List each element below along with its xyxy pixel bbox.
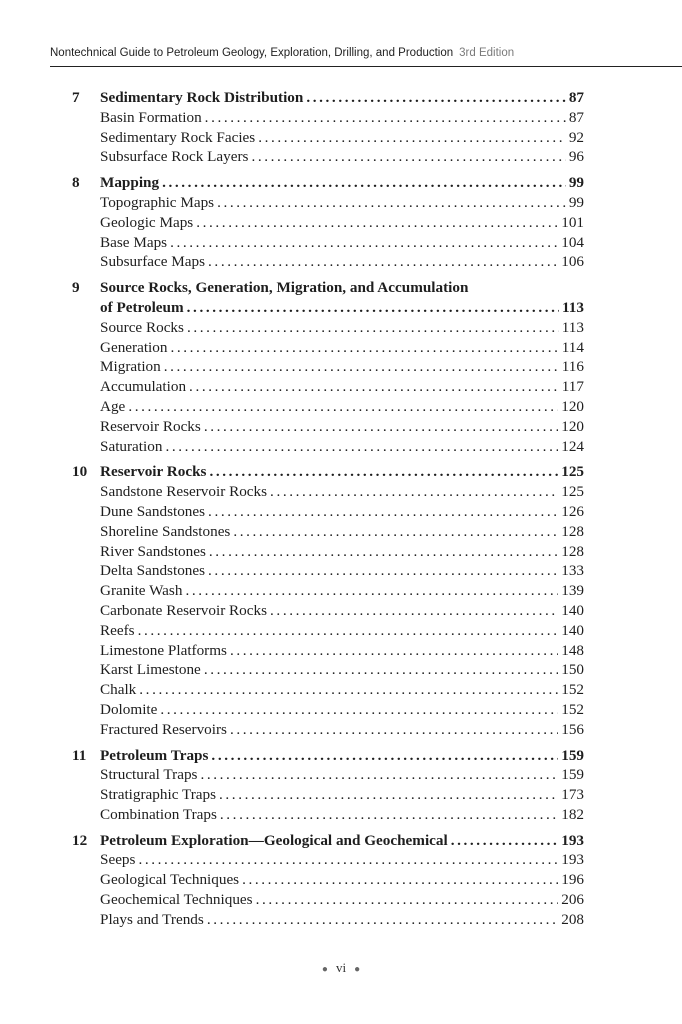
page-number: 124 — [561, 437, 584, 455]
section-entry[interactable] — [0, 581, 682, 601]
chapter-heading[interactable] — [0, 88, 682, 108]
bullet-icon: ● — [354, 963, 361, 975]
section-entry[interactable] — [0, 338, 682, 358]
chapter-number: 8 — [72, 174, 80, 192]
page-number: 159 — [561, 766, 584, 784]
dot-leader — [162, 173, 566, 193]
dot-leader — [204, 417, 558, 437]
section-title: Stratigraphic Traps — [100, 786, 217, 804]
page-number: 120 — [561, 397, 584, 415]
dot-leader — [187, 318, 559, 338]
toc-entry — [100, 437, 584, 457]
dot-leader — [170, 338, 558, 358]
page-number: 120 — [561, 417, 584, 435]
chapter-title: Reservoir Rocks — [100, 463, 207, 481]
toc-entry — [100, 193, 584, 213]
page-number: 113 — [561, 318, 584, 336]
section-entry[interactable] — [0, 522, 682, 542]
section-title: River Sandstones — [100, 542, 206, 560]
section-title: Source Rocks — [100, 318, 184, 336]
page-number: 133 — [561, 562, 584, 580]
toc-entry — [100, 108, 584, 128]
dot-leader — [208, 502, 558, 522]
toc-entry — [100, 298, 584, 318]
section-title: Plays and Trends — [100, 910, 204, 928]
page-number: 87 — [568, 108, 584, 126]
section-entry[interactable] — [0, 641, 682, 661]
dot-leader — [205, 108, 566, 128]
dot-leader — [196, 213, 558, 233]
page-number: vi — [335, 960, 347, 975]
section-title: Dolomite — [100, 700, 158, 718]
toc-entry — [100, 522, 584, 542]
section-title: Subsurface Maps — [100, 253, 206, 271]
running-header — [50, 47, 682, 67]
dot-leader — [306, 88, 565, 108]
chapter-block — [0, 278, 682, 456]
dot-leader — [164, 357, 559, 377]
section-title: Delta Sandstones — [100, 562, 206, 580]
page-number: 206 — [561, 891, 584, 909]
section-entry[interactable] — [0, 621, 682, 641]
page-number: 156 — [561, 720, 584, 738]
chapter-heading[interactable] — [0, 298, 682, 318]
section-entry[interactable] — [0, 601, 682, 621]
toc-entry — [100, 680, 584, 700]
toc-entry — [100, 213, 584, 233]
page-number: 152 — [561, 681, 584, 699]
section-title: Migration — [100, 358, 161, 376]
dot-leader — [258, 128, 566, 148]
section-title: Subsurface Rock Layers — [100, 148, 249, 166]
section-entry[interactable] — [0, 318, 682, 338]
section-entry[interactable] — [0, 482, 682, 502]
dot-leader — [160, 700, 558, 720]
section-title: Base Maps — [100, 233, 168, 251]
section-title: Geochemical Techniques — [100, 891, 253, 909]
toc-entry — [100, 805, 584, 825]
dot-leader — [209, 462, 558, 482]
toc-entry — [100, 542, 584, 562]
section-entry[interactable] — [0, 910, 682, 930]
page-number: 125 — [561, 463, 584, 481]
section-title: Shoreline Sandstones — [100, 522, 231, 540]
toc-entry — [100, 720, 584, 740]
page-number: 104 — [561, 233, 584, 251]
dot-leader — [230, 641, 558, 661]
section-title: Fractured Reservoirs — [100, 720, 227, 738]
toc-entry — [100, 641, 584, 661]
section-entry[interactable] — [0, 805, 682, 825]
dot-leader — [209, 542, 558, 562]
page-number: 193 — [561, 831, 584, 849]
chapter-title: Petroleum Traps — [100, 746, 209, 764]
section-title: Age — [100, 397, 126, 415]
dot-leader — [204, 660, 558, 680]
toc-entry — [100, 278, 584, 298]
page-number: 128 — [561, 542, 584, 560]
page-number: 101 — [561, 213, 584, 231]
dot-leader — [242, 870, 558, 890]
toc-entry — [100, 338, 584, 358]
page-number: 140 — [561, 601, 584, 619]
section-title: Reefs — [100, 621, 135, 639]
toc-entry — [100, 173, 584, 193]
page-number: 125 — [561, 483, 584, 501]
page-number: 173 — [561, 786, 584, 804]
page-number: 96 — [568, 148, 584, 166]
chapter-title: Petroleum Exploration—Geological and Geochemical — [100, 831, 448, 849]
toc-entry — [100, 252, 584, 272]
page-number: 99 — [568, 193, 584, 211]
toc-entry — [100, 601, 584, 621]
section-entry[interactable] — [0, 437, 682, 457]
page-number: 116 — [561, 358, 584, 376]
chapter-number: 9 — [72, 279, 80, 297]
section-title: Reservoir Rocks — [100, 417, 201, 435]
dot-leader — [251, 147, 565, 167]
page-number: 106 — [561, 253, 584, 271]
book-title: Nontechnical Guide to Petroleum Geology, Exploration, Drilling, and Production — [50, 47, 454, 59]
dot-leader — [270, 482, 558, 502]
section-title: Generation — [100, 338, 168, 356]
section-entry[interactable] — [0, 680, 682, 700]
page-number: 117 — [561, 378, 584, 396]
page-number: 148 — [561, 641, 584, 659]
page-number: 128 — [561, 522, 584, 540]
dot-leader — [270, 601, 558, 621]
section-entry[interactable] — [0, 417, 682, 437]
section-title: Chalk — [100, 681, 137, 699]
chapter-block — [0, 462, 682, 739]
toc-entry — [100, 621, 584, 641]
section-title: Sedimentary Rock Facies — [100, 128, 256, 146]
toc-entry — [100, 128, 584, 148]
section-entry[interactable] — [0, 720, 682, 740]
toc-entry — [100, 785, 584, 805]
section-entry[interactable] — [0, 785, 682, 805]
toc-entry — [100, 910, 584, 930]
section-title: Seeps — [100, 851, 136, 869]
page-number: 208 — [561, 910, 584, 928]
section-entry[interactable] — [0, 660, 682, 680]
dot-leader — [139, 680, 558, 700]
page-number: 126 — [561, 502, 584, 520]
section-entry[interactable] — [0, 561, 682, 581]
toc-entry — [100, 700, 584, 720]
page-number: 152 — [561, 700, 584, 718]
page-number: 159 — [561, 746, 584, 764]
page-number: 114 — [561, 338, 584, 356]
dot-leader — [211, 746, 558, 766]
chapter-heading[interactable] — [0, 831, 682, 851]
dot-leader — [233, 522, 558, 542]
dot-leader — [217, 193, 566, 213]
toc-entry — [100, 870, 584, 890]
chapter-heading[interactable] — [0, 173, 682, 193]
dot-leader — [230, 720, 558, 740]
page-number: 99 — [568, 174, 584, 192]
section-title: Granite Wash — [100, 582, 183, 600]
toc-entry — [100, 233, 584, 253]
toc-entry — [100, 581, 584, 601]
dot-leader — [208, 252, 558, 272]
section-entry[interactable] — [0, 193, 682, 213]
chapter-block — [0, 831, 682, 930]
toc-entry — [100, 660, 584, 680]
toc-entry — [100, 318, 584, 338]
toc-entry — [100, 397, 584, 417]
section-entry[interactable] — [0, 890, 682, 910]
section-title: Basin Formation — [100, 108, 202, 126]
section-title: Karst Limestone — [100, 661, 201, 679]
section-title: Accumulation — [100, 378, 187, 396]
dot-leader — [219, 785, 558, 805]
section-title: Carbonate Reservoir Rocks — [100, 601, 268, 619]
page-number: 113 — [562, 298, 584, 316]
page-number: 150 — [561, 661, 584, 679]
section-entry[interactable] — [0, 700, 682, 720]
toc-entry — [100, 502, 584, 522]
dot-leader — [138, 621, 559, 641]
chapter-number: 11 — [72, 746, 87, 764]
section-entry[interactable] — [0, 502, 682, 522]
toc-entry — [100, 765, 584, 785]
toc-entry — [100, 377, 584, 397]
section-title: Saturation — [100, 437, 163, 455]
chapter-block — [0, 173, 682, 272]
section-entry[interactable] — [0, 252, 682, 272]
chapter-heading[interactable] — [0, 746, 682, 766]
section-entry[interactable] — [0, 765, 682, 785]
page-number: 140 — [561, 621, 584, 639]
edition-label: 3rd Edition — [459, 47, 515, 59]
page-number: 182 — [561, 805, 584, 823]
section-title: Combination Traps — [100, 805, 217, 823]
dot-leader — [208, 561, 558, 581]
chapter-title: Sedimentary Rock Distribution — [100, 89, 304, 106]
chapter-number: 12 — [72, 831, 88, 849]
dot-leader — [185, 581, 558, 601]
toc-entry — [100, 147, 584, 167]
toc-entry — [100, 890, 584, 910]
chapter-block — [0, 746, 682, 825]
dot-leader — [187, 298, 559, 318]
bullet-icon: ● — [321, 963, 328, 975]
chapter-title: of Petroleum — [100, 298, 184, 316]
chapter-title: Mapping — [100, 174, 160, 192]
page-number: 87 — [568, 89, 584, 106]
section-title: Sandstone Reservoir Rocks — [100, 483, 268, 501]
page-number: 139 — [561, 582, 584, 600]
chapter-block — [0, 88, 682, 167]
dot-leader — [170, 233, 558, 253]
section-entry[interactable] — [0, 870, 682, 890]
section-title: Geological Techniques — [100, 871, 240, 889]
page-footer — [0, 960, 682, 976]
page-number: 92 — [568, 128, 584, 146]
dot-leader — [128, 397, 558, 417]
page-number: 193 — [561, 851, 584, 869]
section-title: Dune Sandstones — [100, 502, 206, 520]
dot-leader — [220, 805, 558, 825]
chapter-heading-line[interactable] — [0, 278, 682, 298]
section-entry[interactable] — [0, 357, 682, 377]
section-entry[interactable] — [0, 233, 682, 253]
section-entry[interactable] — [0, 147, 682, 167]
toc-entry — [100, 417, 584, 437]
chapter-title: Source Rocks, Generation, Migration, and Accumulation — [100, 279, 469, 297]
section-title: Limestone Platforms — [100, 641, 227, 659]
section-entry[interactable] — [0, 397, 682, 417]
chapter-number: 10 — [72, 463, 88, 481]
chapter-number: 7 — [72, 89, 80, 106]
section-entry[interactable] — [0, 128, 682, 148]
dot-leader — [207, 910, 558, 930]
toc-entry — [100, 831, 584, 851]
section-title: Topographic Maps — [100, 193, 215, 211]
section-title: Geologic Maps — [100, 213, 194, 231]
section-title: Structural Traps — [100, 766, 198, 784]
toc-entry — [100, 88, 584, 108]
toc-entry — [100, 850, 584, 870]
section-entry[interactable] — [0, 213, 682, 233]
section-entry[interactable] — [0, 542, 682, 562]
chapter-heading[interactable] — [0, 462, 682, 482]
toc-entry — [100, 462, 584, 482]
dot-leader — [451, 831, 558, 851]
toc-entry — [100, 482, 584, 502]
section-entry[interactable] — [0, 850, 682, 870]
dot-leader — [138, 850, 558, 870]
dot-leader — [165, 437, 558, 457]
section-entry[interactable] — [0, 377, 682, 397]
toc-entry — [100, 357, 584, 377]
page-number: 196 — [561, 871, 584, 889]
toc-entry — [100, 561, 584, 581]
dot-leader — [189, 377, 559, 397]
dot-leader — [200, 765, 558, 785]
table-of-contents — [0, 88, 682, 930]
section-entry[interactable] — [0, 108, 682, 128]
dot-leader — [256, 890, 559, 910]
toc-entry — [100, 746, 584, 766]
